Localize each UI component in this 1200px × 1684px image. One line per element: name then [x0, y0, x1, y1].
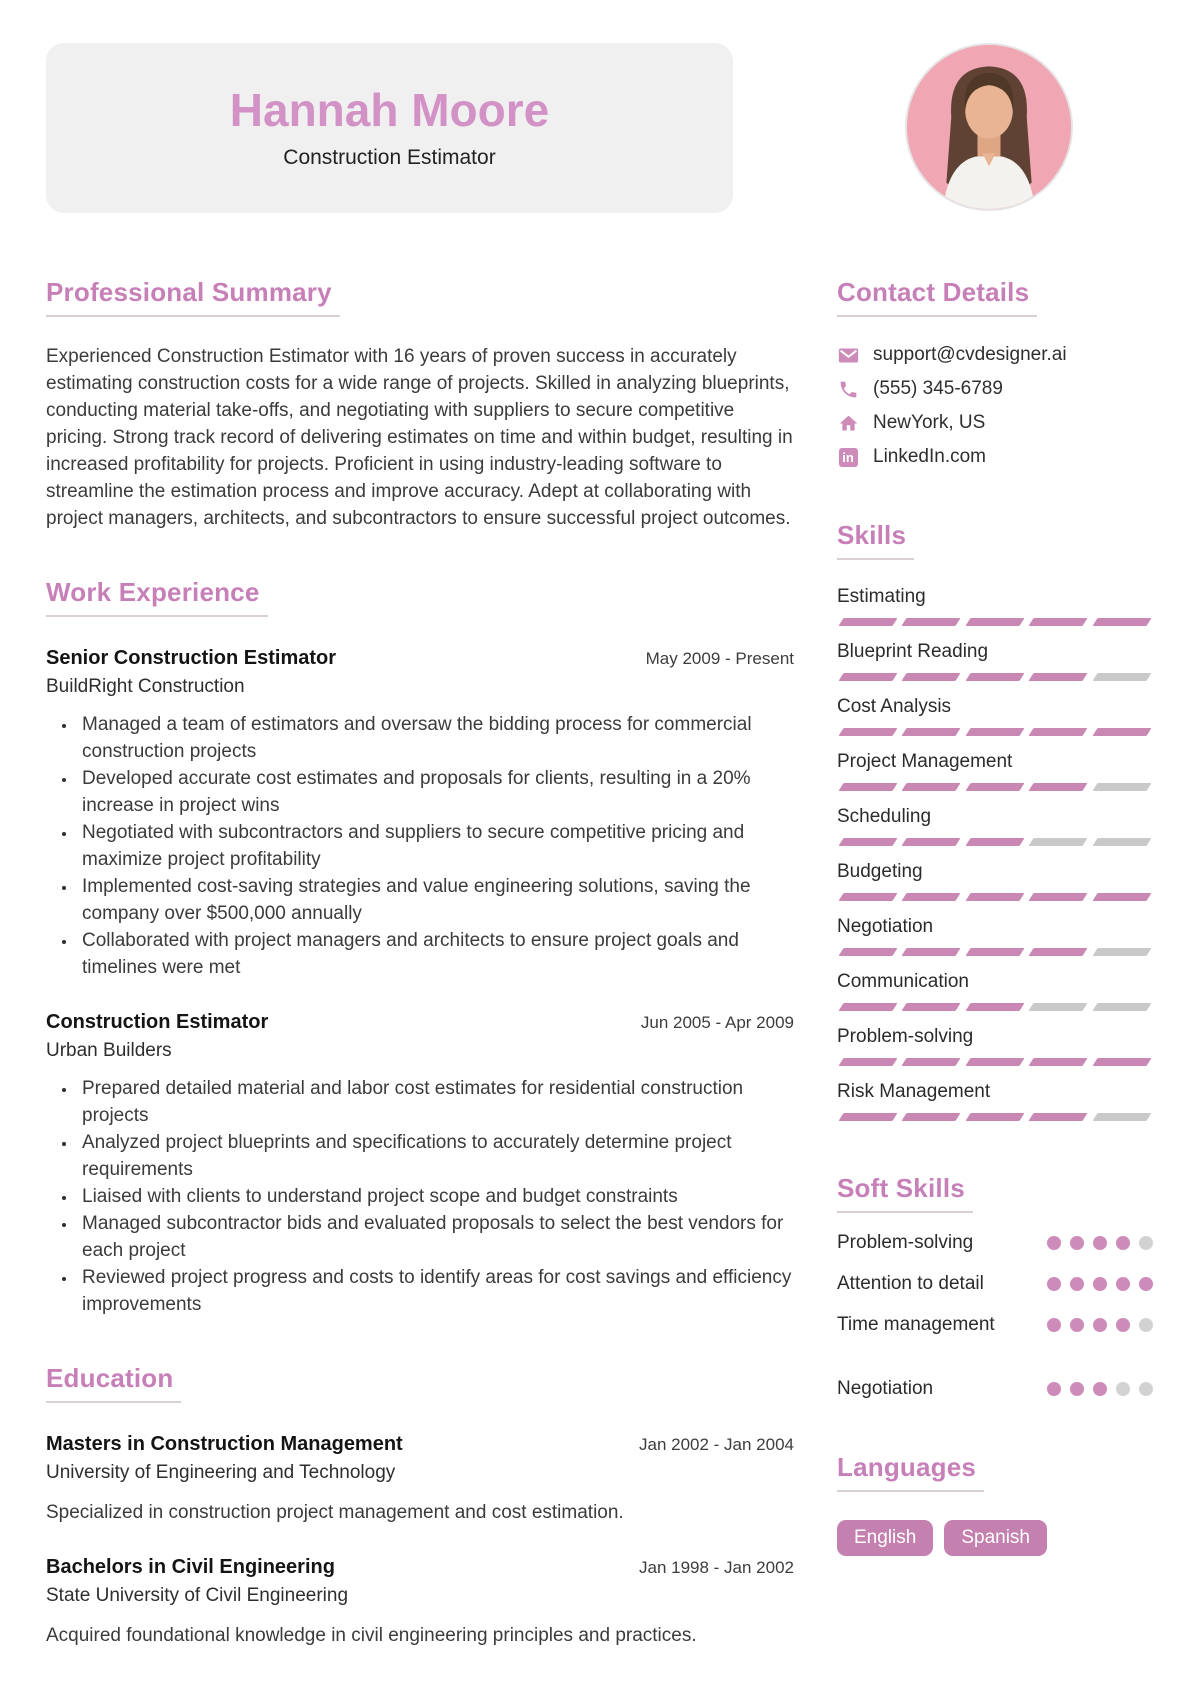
candidate-name: Hannah Moore	[229, 83, 550, 136]
skill-level-segment	[1029, 728, 1088, 736]
education-heading: Education	[46, 1363, 181, 1403]
job-dates: Jun 2005 - Apr 2009	[640, 1013, 794, 1032]
education-entry	[46, 1433, 794, 1526]
soft-skill-dot	[1093, 1382, 1107, 1396]
skill-level-segment	[1092, 1003, 1151, 1011]
soft-skill-dot	[1047, 1382, 1061, 1396]
skill-level-segment	[965, 783, 1024, 791]
skills-list	[837, 586, 1153, 1121]
skill-level-bar	[837, 1003, 1153, 1011]
job-company: BuildRight Construction	[46, 676, 245, 697]
skill-level-segment	[839, 618, 898, 626]
soft-skill-item	[837, 1232, 1153, 1254]
job-entry	[46, 1011, 794, 1318]
section-work-experience	[46, 577, 794, 1318]
soft-skill-item	[837, 1273, 1153, 1295]
skill-level-segment	[902, 1058, 961, 1066]
skill-level-segment	[1029, 948, 1088, 956]
contact-item-text: NewYork, US	[873, 412, 986, 433]
skill-level-segment	[965, 948, 1024, 956]
skill-level-segment	[1029, 1058, 1088, 1066]
skill-level-segment	[965, 1113, 1024, 1121]
soft-skill-dot	[1139, 1382, 1153, 1396]
contact-item-text: LinkedIn.com	[873, 446, 987, 467]
skill-level-segment	[839, 673, 898, 681]
education-list	[46, 1433, 794, 1649]
skill-item	[837, 641, 1153, 681]
section-professional-summary	[46, 277, 794, 532]
skill-level-bar	[837, 728, 1153, 736]
job-bullet: • Collaborated with project managers and architects to ensure project goals and timelines were met	[77, 927, 794, 981]
job-header	[46, 647, 794, 670]
skill-level-segment	[839, 838, 898, 846]
skill-name: Risk Management	[837, 1081, 991, 1102]
skill-item	[837, 751, 1153, 791]
skill-item	[837, 806, 1153, 846]
skill-level-segment	[902, 1003, 961, 1011]
professional-summary-heading: Professional Summary	[46, 277, 340, 317]
job-bullet: • Managed a team of estimators and oversaw the bidding process for commercial construction projects	[77, 711, 794, 765]
skill-level-segment	[902, 948, 961, 956]
skill-level-segment	[1092, 1058, 1151, 1066]
skill-level-segment	[1092, 1113, 1151, 1121]
soft-skills-heading: Soft Skills	[837, 1173, 973, 1213]
soft-skill-dot	[1093, 1277, 1107, 1291]
skills-heading: Skills	[837, 520, 914, 560]
skill-level-segment	[965, 1003, 1024, 1011]
candidate-title: Construction Estimator	[283, 145, 496, 169]
job-entry	[46, 647, 794, 981]
education-degree: Bachelors in Civil Engineering	[46, 1556, 335, 1578]
skill-level-segment	[902, 673, 961, 681]
skill-level-segment	[902, 618, 961, 626]
main-column	[46, 277, 794, 1649]
profile-photo	[905, 43, 1073, 211]
skill-level-segment	[839, 728, 898, 736]
soft-skill-dot	[1116, 1318, 1130, 1332]
skill-name: Problem-solving	[837, 1026, 974, 1047]
education-entry	[46, 1556, 794, 1649]
skill-level-segment	[902, 1113, 961, 1121]
skill-level-segment	[1092, 838, 1151, 846]
skill-level-segment	[1029, 1113, 1088, 1121]
skill-level-segment	[902, 838, 961, 846]
skill-level-segment	[965, 728, 1024, 736]
contact-item	[837, 344, 1153, 366]
skill-level-segment	[965, 893, 1024, 901]
soft-skill-dots	[1047, 1382, 1153, 1396]
contact-item-text: support@cvdesigner.ai	[873, 344, 1067, 365]
job-bullet: • Liaised with clients to understand project scope and budget constraints	[77, 1183, 794, 1210]
job-title: Senior Construction Estimator	[46, 647, 337, 669]
soft-skill-dot	[1047, 1277, 1061, 1291]
skill-level-segment	[839, 783, 898, 791]
contact-item	[837, 446, 1153, 468]
section-education	[46, 1363, 794, 1649]
languages-heading: Languages	[837, 1452, 984, 1492]
skill-level-bar	[837, 1113, 1153, 1121]
soft-skill-dot	[1139, 1318, 1153, 1332]
skill-level-segment	[1092, 618, 1151, 626]
language-pill: Spanish	[944, 1520, 1047, 1556]
skill-name: Estimating	[837, 586, 926, 607]
sidebar	[837, 277, 1153, 1556]
soft-skill-dots	[1047, 1277, 1153, 1291]
skill-level-bar	[837, 673, 1153, 681]
skill-level-segment	[965, 618, 1024, 626]
education-dates: Jan 2002 - Jan 2004	[638, 1435, 794, 1454]
phone-icon	[837, 379, 859, 400]
skill-level-segment	[965, 838, 1024, 846]
soft-skill-dots	[1047, 1236, 1153, 1250]
avatar	[907, 45, 1071, 209]
skill-item	[837, 971, 1153, 1011]
soft-skill-dot	[1093, 1318, 1107, 1332]
job-header	[46, 1011, 794, 1034]
linkedin-icon	[837, 448, 859, 467]
skill-level-bar	[837, 948, 1153, 956]
skill-level-segment	[1029, 673, 1088, 681]
education-school: State University of Civil Engineering	[46, 1585, 349, 1606]
skill-item	[837, 696, 1153, 736]
job-title: Construction Estimator	[46, 1011, 269, 1033]
education-description: Acquired foundational knowledge in civil engineering principles and practices.	[46, 1625, 697, 1646]
soft-skill-item	[837, 1314, 1153, 1336]
job-bullet: • Developed accurate cost estimates and proposals for clients, resulting in a 20% increase in project wins	[77, 765, 794, 819]
skill-level-segment	[1029, 618, 1088, 626]
skill-name: Budgeting	[837, 861, 923, 882]
soft-skill-dot	[1070, 1277, 1084, 1291]
soft-skill-dot	[1139, 1236, 1153, 1250]
section-skills	[837, 520, 1153, 1121]
skill-level-bar	[837, 893, 1153, 901]
skill-level-segment	[902, 783, 961, 791]
resume-header	[46, 43, 1153, 213]
soft-skill-dot	[1116, 1236, 1130, 1250]
skill-name: Blueprint Reading	[837, 641, 989, 662]
section-soft-skills	[837, 1173, 1153, 1400]
language-pill: English	[837, 1520, 933, 1556]
skill-name: Communication	[837, 971, 969, 992]
work-experience-heading: Work Experience	[46, 577, 268, 617]
soft-skills-list	[837, 1232, 1153, 1400]
soft-skill-name: Negotiation	[837, 1378, 934, 1399]
skill-level-segment	[965, 673, 1024, 681]
skill-level-segment	[1029, 1003, 1088, 1011]
soft-skill-dot	[1093, 1236, 1107, 1250]
contact-item	[837, 378, 1153, 400]
professional-summary-text: Experienced Construction Estimator with 16 years of proven success in accurately estimating construction costs for a wide range of projects. Skilled in analyzing blueprints, conducting material take-offs, and negotiating with suppliers to secure competitive pricing. Strong track record of delivering estimates on time and within budget, resulting in increased profitability for projects. Proficient in using industry-leading software to streamline the estimation process and improve accuracy. Adept at collaborating with project managers, architects, and subcontractors to ensure successful project outcomes.	[46, 346, 793, 529]
skill-level-segment	[902, 893, 961, 901]
name-banner	[46, 43, 733, 213]
skill-level-segment	[1092, 728, 1151, 736]
email-icon	[837, 345, 859, 366]
soft-skill-name: Attention to detail	[837, 1273, 984, 1294]
soft-skill-dot	[1116, 1382, 1130, 1396]
job-dates: May 2009 - Present	[645, 649, 794, 668]
soft-skill-dot	[1070, 1318, 1084, 1332]
soft-skill-dot	[1047, 1318, 1061, 1332]
skill-level-bar	[837, 1058, 1153, 1066]
section-contact-details	[837, 277, 1153, 468]
soft-skill-dot	[1070, 1382, 1084, 1396]
education-header	[46, 1556, 794, 1579]
skill-level-segment	[1092, 948, 1151, 956]
skill-item	[837, 861, 1153, 901]
job-bullets	[46, 711, 794, 981]
soft-skill-dot	[1139, 1277, 1153, 1291]
contact-list	[837, 344, 1153, 468]
skill-level-segment	[839, 893, 898, 901]
job-list	[46, 647, 794, 1318]
skill-name: Scheduling	[837, 806, 932, 827]
skill-level-bar	[837, 838, 1153, 846]
education-degree: Masters in Construction Management	[46, 1433, 403, 1455]
skill-item	[837, 1026, 1153, 1066]
soft-skill-dots	[1047, 1318, 1153, 1332]
resume-body	[46, 277, 1153, 1649]
soft-skill-name: Problem-solving	[837, 1232, 974, 1253]
contact-details-heading: Contact Details	[837, 277, 1037, 317]
skill-level-segment	[1092, 673, 1151, 681]
skill-name: Project Management	[837, 751, 1013, 772]
soft-skill-dot	[1116, 1277, 1130, 1291]
skill-level-segment	[839, 1003, 898, 1011]
job-bullet: • Reviewed project progress and costs to identify areas for cost savings and efficiency improvements	[77, 1264, 794, 1318]
job-bullet: • Prepared detailed material and labor cost estimates for residential construction projects	[77, 1075, 794, 1129]
skill-level-bar	[837, 783, 1153, 791]
contact-item-text: (555) 345-6789	[873, 378, 1003, 399]
education-header	[46, 1433, 794, 1456]
skill-name: Cost Analysis	[837, 696, 952, 717]
skill-level-segment	[1029, 783, 1088, 791]
job-company: Urban Builders	[46, 1040, 172, 1061]
language-list	[837, 1520, 1153, 1556]
skill-level-segment	[1029, 893, 1088, 901]
job-bullet: • Managed subcontractor bids and evaluated proposals to select the best vendors for each project	[77, 1210, 794, 1264]
job-bullet: • Negotiated with subcontractors and suppliers to secure competitive pricing and maximize project profitability	[77, 819, 794, 873]
skill-level-segment	[1092, 783, 1151, 791]
skill-level-segment	[839, 1113, 898, 1121]
soft-skill-name: Time management	[837, 1314, 995, 1335]
education-dates: Jan 1998 - Jan 2002	[638, 1558, 794, 1577]
skill-item	[837, 916, 1153, 956]
education-school: University of Engineering and Technology	[46, 1462, 396, 1483]
skill-level-segment	[839, 1058, 898, 1066]
skill-level-segment	[965, 1058, 1024, 1066]
skill-level-bar	[837, 618, 1153, 626]
skill-item	[837, 1081, 1153, 1121]
skill-level-segment	[1092, 893, 1151, 901]
job-bullet: • Analyzed project blueprints and specifications to accurately determine project requirements	[77, 1129, 794, 1183]
soft-skill-dot	[1070, 1236, 1084, 1250]
job-bullets	[46, 1075, 794, 1318]
skill-name: Negotiation	[837, 916, 934, 937]
home-icon	[837, 413, 859, 434]
skill-level-segment	[902, 728, 961, 736]
job-bullet: • Implemented cost-saving strategies and value engineering solutions, saving the company over $500,000 annually	[77, 873, 794, 927]
soft-skill-dot	[1047, 1236, 1061, 1250]
contact-item	[837, 412, 1153, 434]
soft-skill-item	[837, 1378, 1153, 1400]
skill-level-segment	[1029, 838, 1088, 846]
education-description: Specialized in construction project management and cost estimation.	[46, 1502, 624, 1523]
skill-level-segment	[839, 948, 898, 956]
section-languages	[837, 1452, 1153, 1556]
skill-item	[837, 586, 1153, 626]
